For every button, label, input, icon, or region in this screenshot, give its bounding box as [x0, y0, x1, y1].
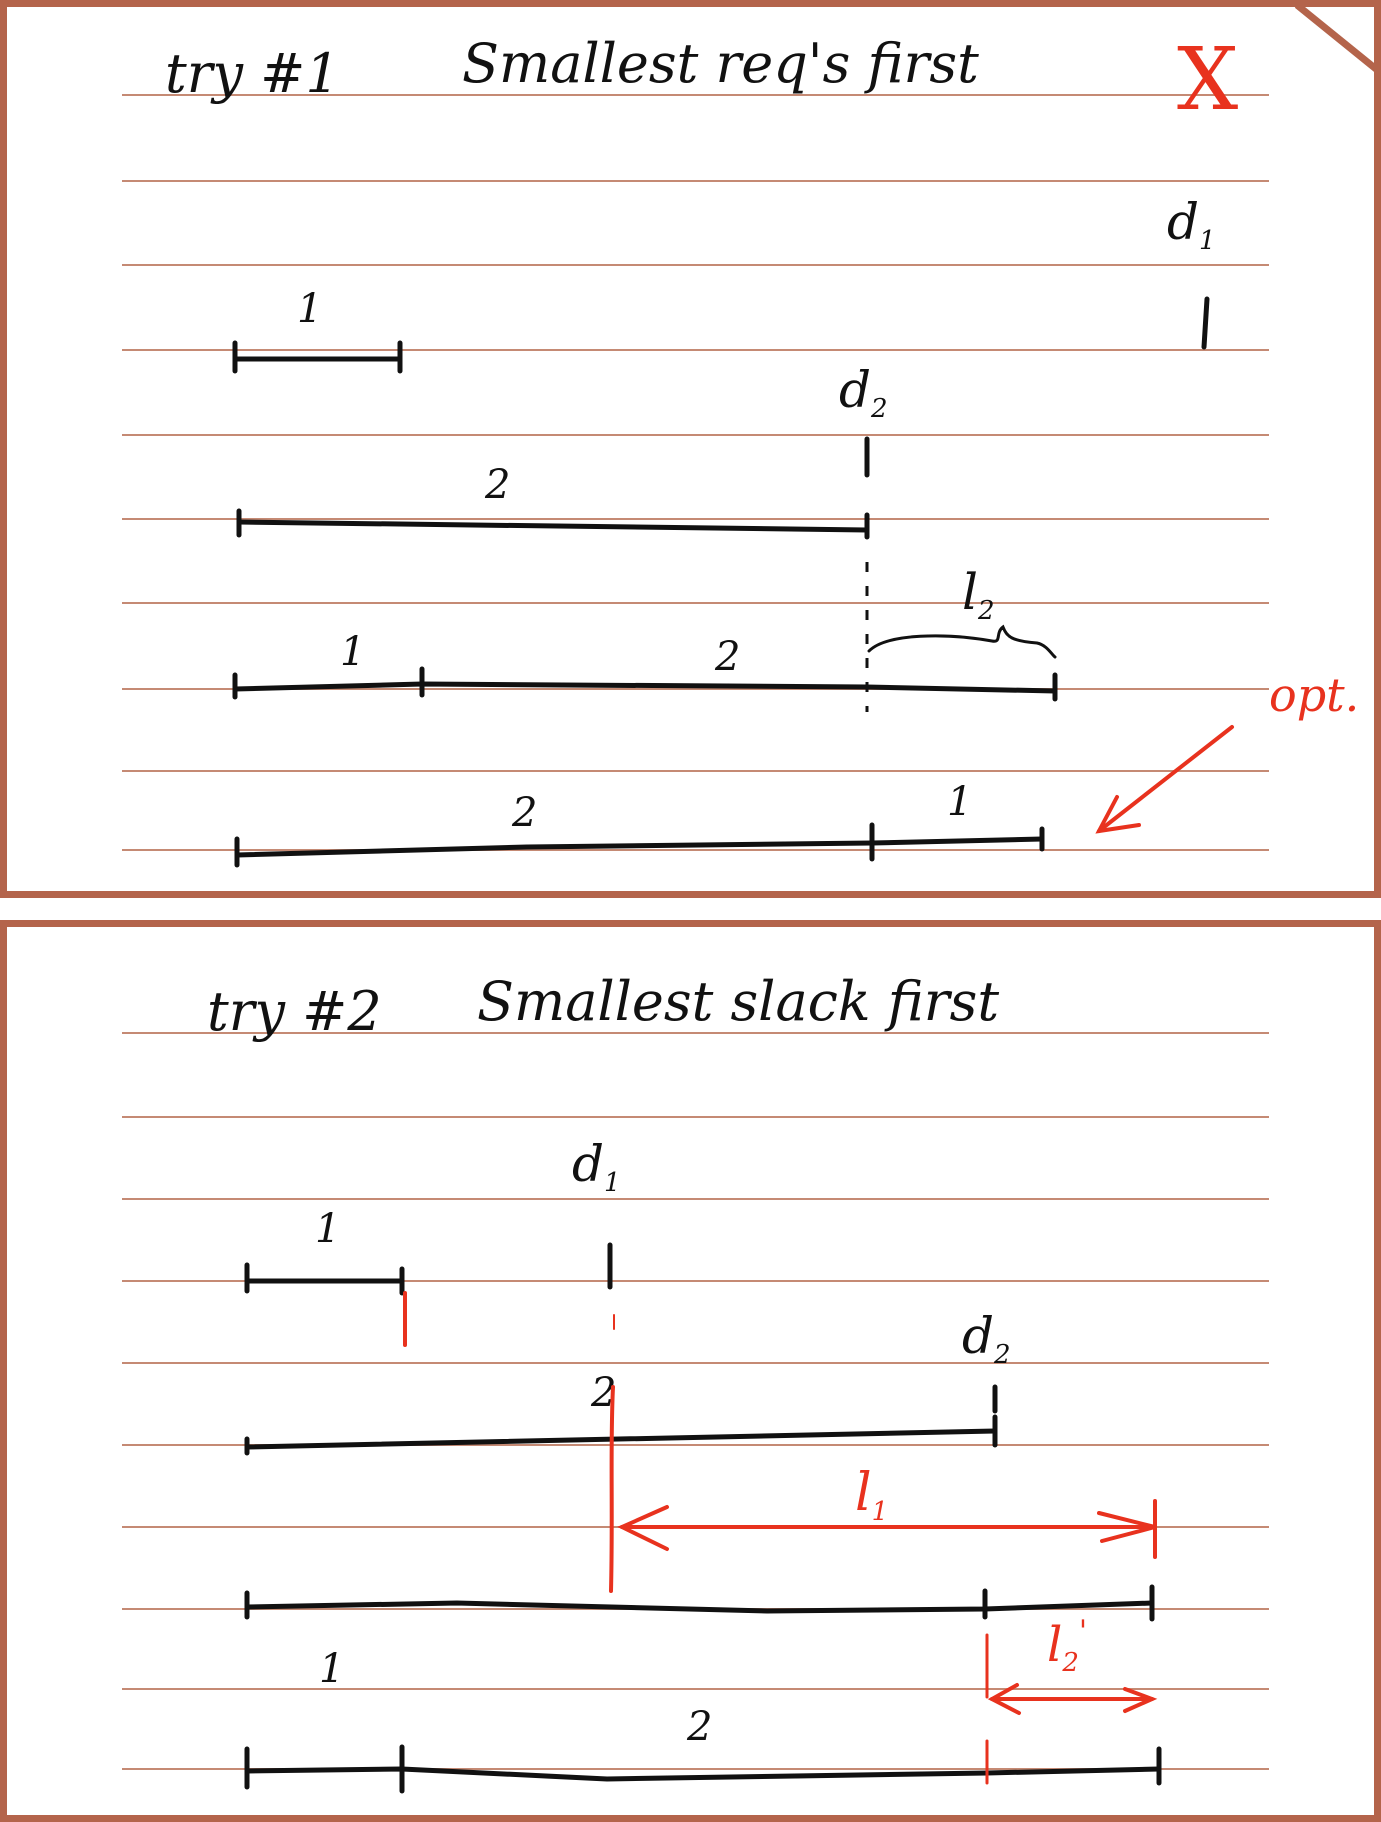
label-l1: $l_1$: [855, 1463, 889, 1527]
label-row3-job2: 2: [715, 634, 741, 680]
row2-job2-bar: [239, 522, 867, 530]
schedule-drawing-2: [7, 927, 1374, 1815]
row3-schedule-bar: [247, 1603, 1152, 1611]
opt-arrow: [1099, 727, 1232, 831]
card-try-2: [0, 920, 1381, 1822]
label-job2: 2: [591, 1370, 617, 1416]
label-row4-job1: 1: [319, 1646, 345, 1692]
label-d2: $d_2$: [839, 361, 888, 424]
label-d1: $d_1$: [572, 1135, 621, 1198]
schedule-drawing-1: [7, 7, 1374, 891]
red-d1-line: [611, 1387, 613, 1591]
label-row4-job1: 1: [947, 779, 973, 825]
row4-schedule-bar: [237, 839, 1042, 855]
title-prefix: try #1: [165, 42, 340, 105]
row2-job2-bar: [247, 1431, 995, 1447]
label-row4-job2: 2: [512, 790, 538, 836]
label-row3-job1: 1: [340, 629, 366, 675]
reject-mark: X: [1177, 30, 1239, 130]
d1-tick: [1204, 299, 1207, 347]
label-l2: $l_2$: [962, 563, 995, 626]
l2-brace: [869, 627, 1055, 657]
row3-schedule-bar: [235, 684, 1055, 691]
label-d2: $d_2$: [962, 1307, 1011, 1370]
page-title: Smallest slack first: [477, 970, 1000, 1033]
title-prefix: try #2: [207, 980, 382, 1043]
label-l2-prime: $l_2'$: [1047, 1614, 1088, 1678]
label-job2: 2: [485, 462, 511, 508]
opt-note: opt.: [1269, 668, 1360, 722]
page-title: Smallest req's first: [462, 32, 979, 95]
card-try-1: [0, 0, 1381, 898]
label-d1: $d_1$: [1167, 193, 1216, 256]
label-row4-job2: 2: [687, 1704, 713, 1750]
label-job1: 1: [297, 286, 323, 332]
label-job1: 1: [315, 1206, 341, 1252]
row4-schedule-bar: [247, 1769, 1159, 1779]
